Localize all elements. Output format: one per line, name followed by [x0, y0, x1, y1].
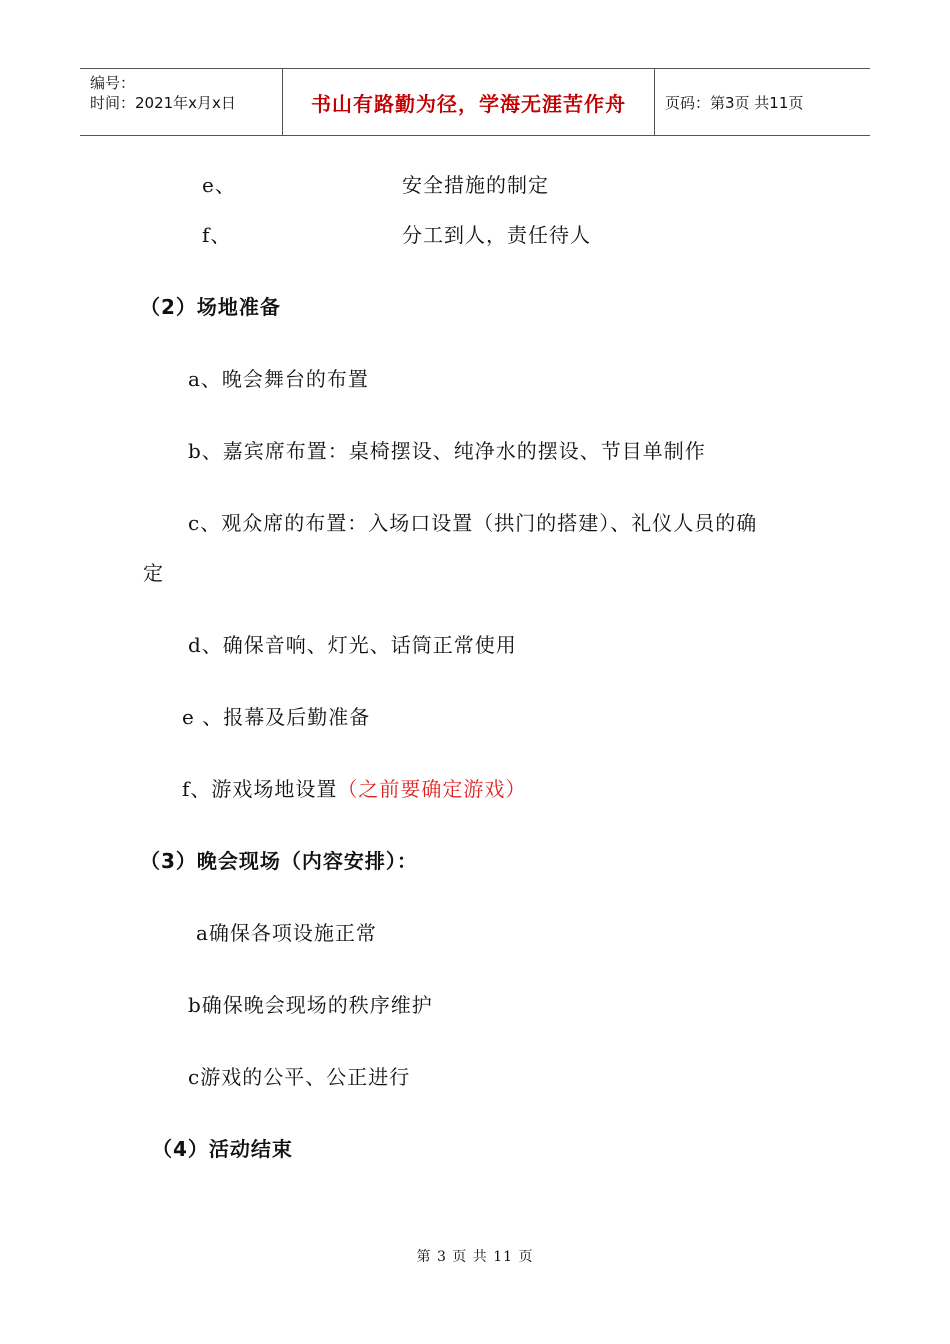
- header-motto: 书山有路勤为径，学海无涯苦作舟: [282, 69, 655, 135]
- document-header: [80, 68, 870, 136]
- header-page-info: 页码：第3页 共11页: [665, 93, 804, 112]
- list-item-2c-line2: 定: [143, 561, 164, 585]
- page-footer: 第 3 页 共 11 页: [416, 1249, 534, 1265]
- list-item-3b: b确保晚会现场的秩序维护: [188, 993, 433, 1017]
- list-item-f: 分工到人，责任待人: [402, 223, 591, 247]
- header-left-cell: [80, 69, 282, 135]
- time-label: 时间：2021年x月x日: [90, 94, 236, 112]
- list-item-2d: d、确保音响、灯光、话筒正常使用: [188, 633, 517, 657]
- section-heading-2: （2）场地准备: [140, 295, 281, 319]
- list-item-2a: a、晚会舞台的布置: [188, 367, 369, 391]
- list-marker-e: e、: [202, 173, 236, 197]
- list-item-2e: e 、报幕及后勤准备: [182, 705, 371, 729]
- list-item-2f: [182, 776, 526, 802]
- list-item-e: 安全措施的制定: [402, 173, 549, 197]
- list-item-3c: c游戏的公平、公正进行: [188, 1065, 411, 1089]
- list-marker-f: f、: [202, 223, 232, 247]
- section-heading-4: （4）活动结束: [152, 1137, 293, 1161]
- section-heading-3: （3）晚会现场（内容安排）：: [140, 849, 418, 873]
- number-label: 编号：: [90, 74, 136, 92]
- list-item-2f-text: f、游戏场地设置: [182, 777, 338, 801]
- list-item-2f-note: （之前要确定游戏）: [337, 777, 527, 801]
- list-item-2b: b、嘉宾席布置：桌椅摆设、纯净水的摆设、节目单制作: [188, 439, 706, 463]
- list-item-3a: a确保各项设施正常: [196, 921, 377, 945]
- list-item-2c-line1: c、观众席的布置：入场口设置（拱门的搭建）、礼仪人员的确: [188, 511, 758, 535]
